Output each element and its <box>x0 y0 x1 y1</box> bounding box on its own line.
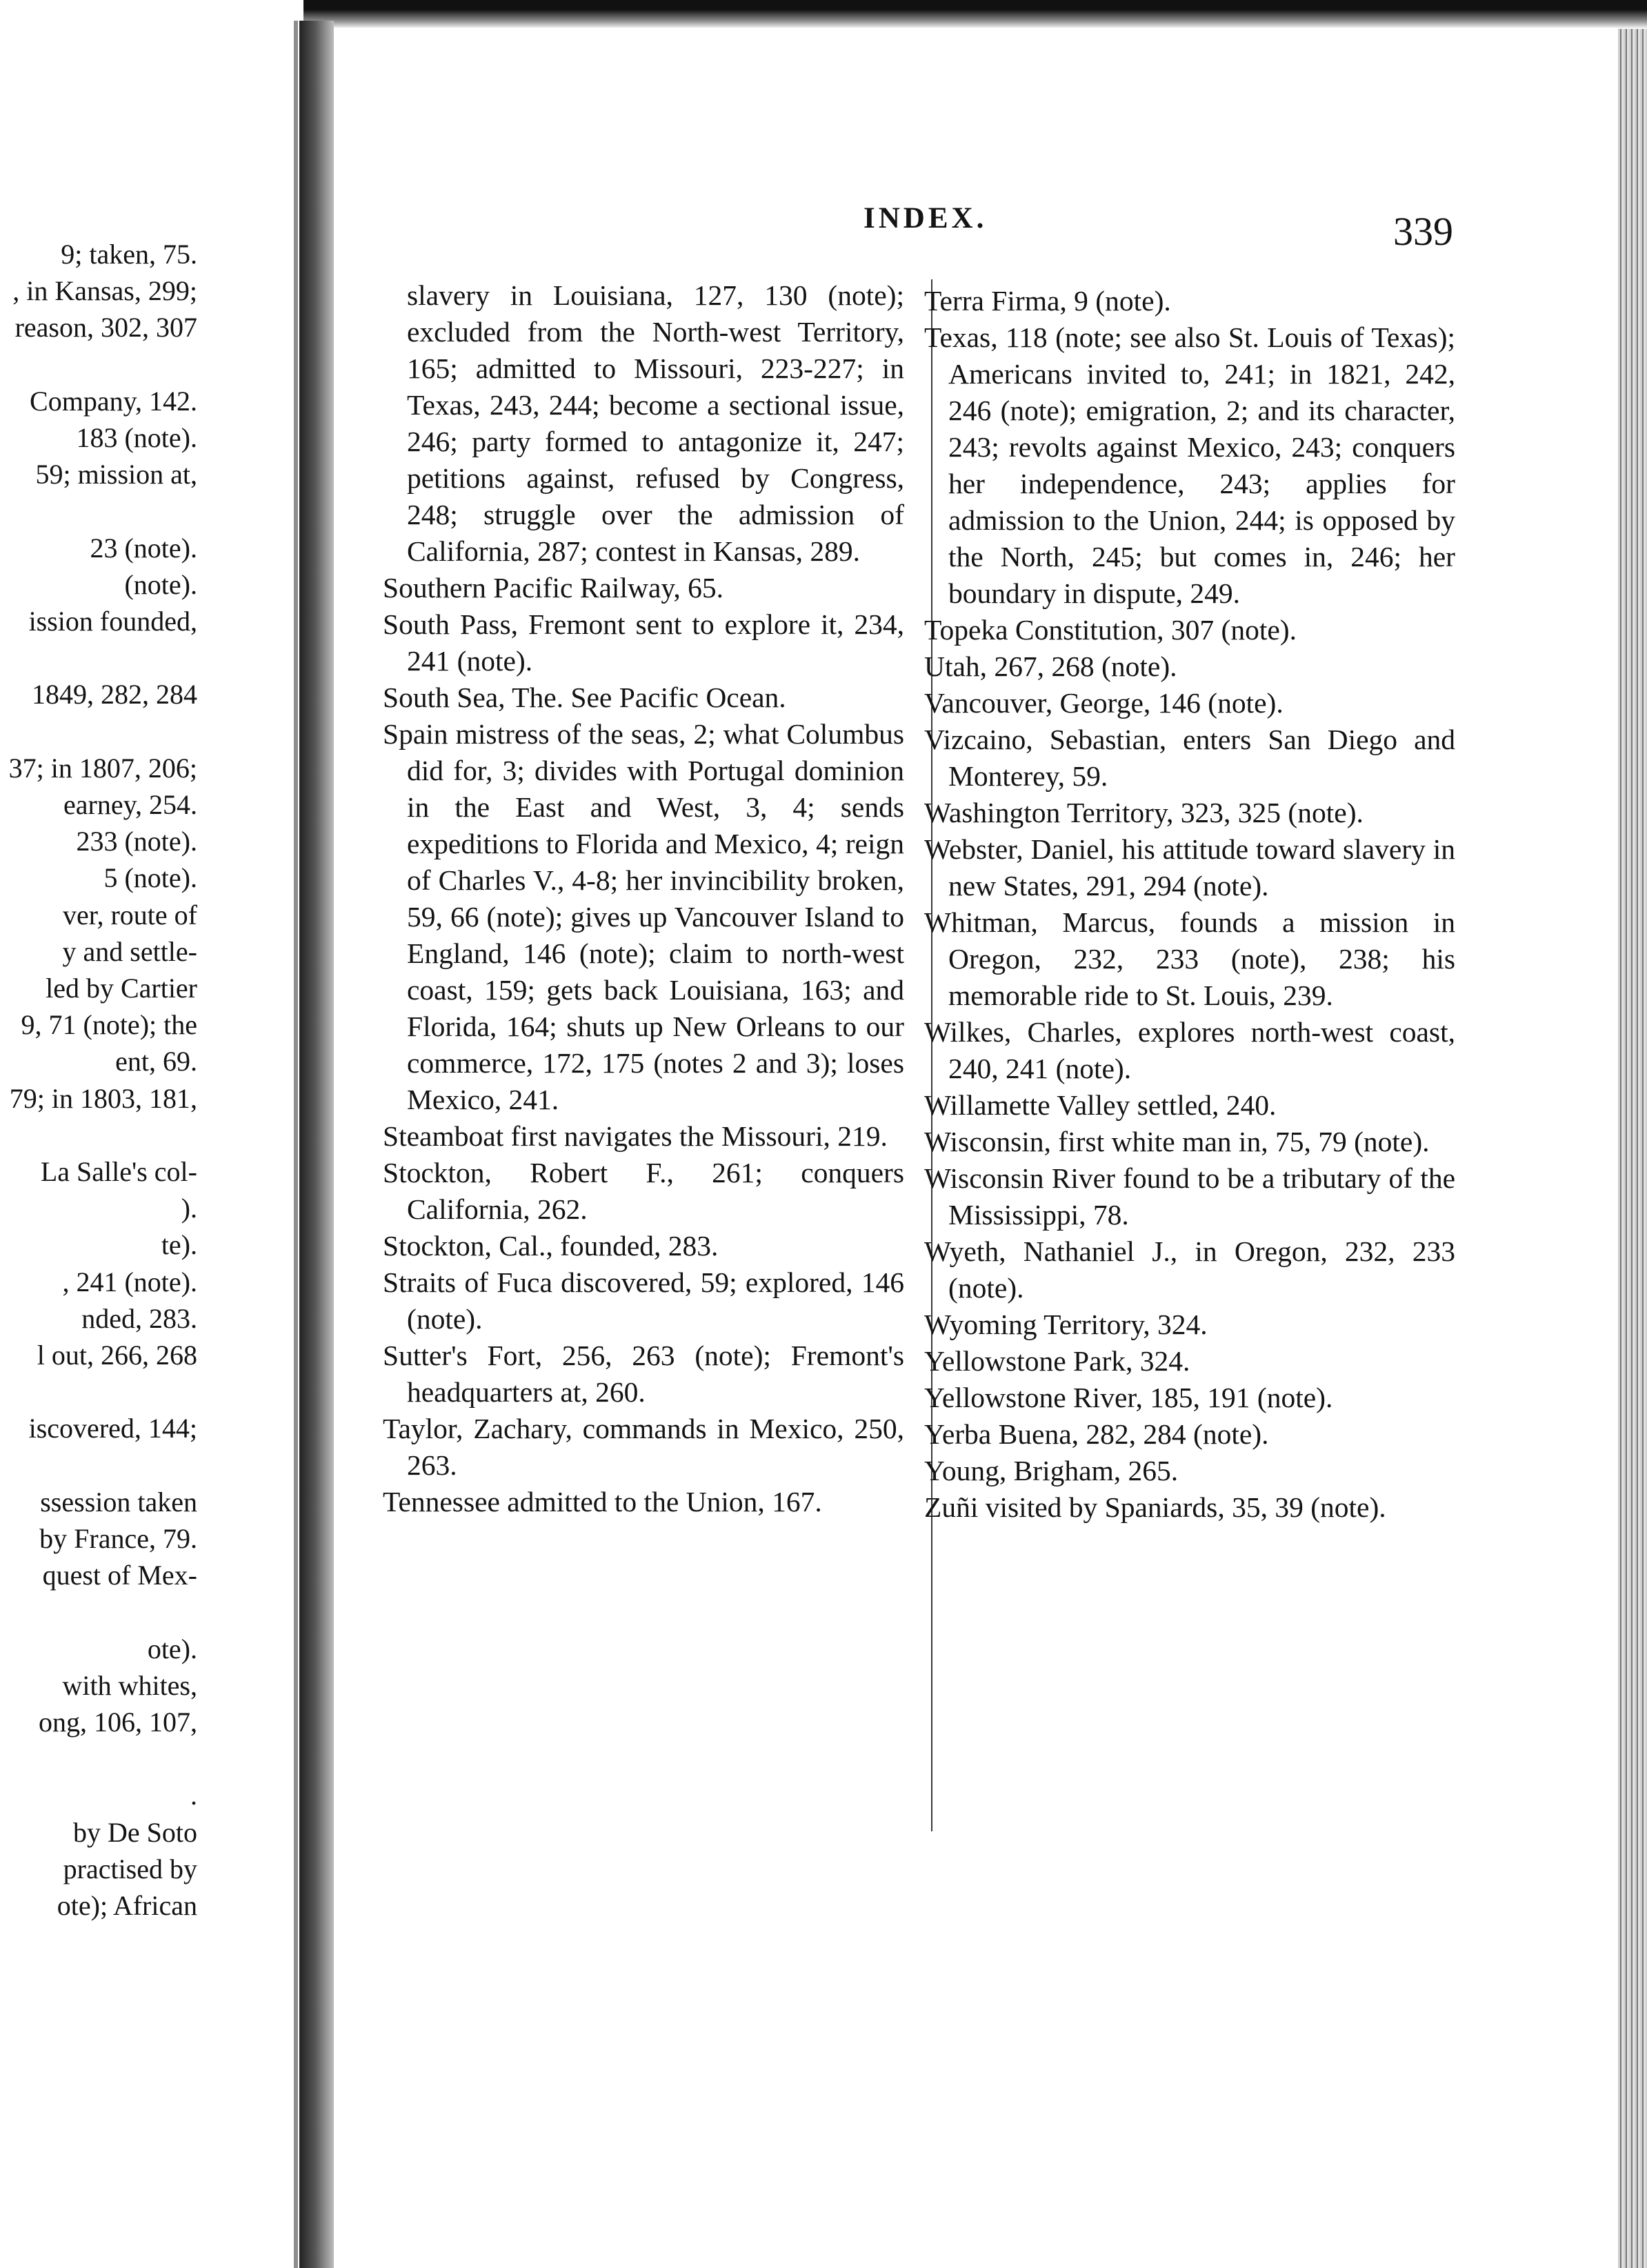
index-entry: South Pass, Fremont sent to explore it, 234, 241 (note). <box>383 608 904 677</box>
index-entry: Wyeth, Nathaniel J., in Oregon, 232, 233 (note). <box>924 1235 1455 1304</box>
left-page-text-line: ver, route of <box>63 899 197 931</box>
index-entry: Stockton, Robert F., 261; conquers California, 262. <box>383 1157 904 1225</box>
index-entry: South Sea, The. See Pacific Ocean. <box>383 682 786 713</box>
index-entry: Terra Firma, 9 (note). <box>924 285 1171 317</box>
left-page-text-line: y and settle- <box>62 935 197 967</box>
left-page-text-line: quest of Mex- <box>42 1560 197 1591</box>
left-page-text-line: with whites, <box>62 1669 197 1701</box>
page-number: 339 <box>1393 209 1453 254</box>
left-page-text-line: ). <box>181 1193 197 1224</box>
book-top-edge <box>303 0 1647 29</box>
index-entry: Yellowstone River, 185, 191 (note). <box>924 1382 1333 1413</box>
index-entry: Vancouver, George, 146 (note). <box>924 687 1284 719</box>
index-entry: Steamboat first navigates the Missouri, 219. <box>383 1120 888 1152</box>
left-page-text-line: 59; mission at, <box>35 459 197 490</box>
index-entry-continuation: slavery in Louisiana, 127, 130 (note); excluded from the North-west Territory, 165; admitted to Missouri, 223-227; in Texas, 243, 244; become a sectional issue, 246; party formed to antagonize it, 247; petitions against, refused by Congress, 248; struggle over the admission of California, 287; contest in Kansas, 289. <box>407 279 904 567</box>
left-page-text-line: ong, 106, 107, <box>39 1707 197 1738</box>
left-page-text-line: 23 (note). <box>90 532 197 564</box>
left-page-text-line: reason, 302, 307 <box>14 312 197 344</box>
left-page-text-line: ote). <box>147 1633 197 1664</box>
index-entry: Webster, Daniel, his attitude toward slavery in new States, 291, 294 (note). <box>924 833 1455 902</box>
left-page-text-line: Company, 142. <box>30 385 197 417</box>
left-page-text-line: by France, 79. <box>39 1523 197 1554</box>
index-entry: Wisconsin River found to be a tributary of the Mississippi, 78. <box>924 1162 1455 1231</box>
left-page-text-line: ent, 69. <box>115 1046 197 1077</box>
left-page-text-line: 1849, 282, 284 <box>32 679 197 710</box>
left-page-text-line: , 241 (note). <box>62 1266 197 1297</box>
index-entry: Southern Pacific Railway, 65. <box>383 572 724 604</box>
index-entry: Texas, 118 (note; see also St. Louis of Texas); Americans invited to, 241; in 1821, 242, 246 (note); emigration, 2; and its character, 243; revolts against Mexico, 243; conquers her independence, 243; applies for admission to the Union, 244; is opposed by the North, 245; but comes in, 246; her boundary in dispute, 249. <box>924 321 1455 609</box>
left-page-text-line: . <box>190 1780 197 1811</box>
left-page-text-line: iscovered, 144; <box>28 1413 197 1444</box>
index-entry: Young, Brigham, 265. <box>924 1455 1179 1486</box>
left-page-text-line: by De Soto <box>73 1816 197 1848</box>
index-entry: Taylor, Zachary, commands in Mexico, 250, 263. <box>383 1413 904 1481</box>
index-entry: Zuñi visited by Spaniards, 35, 39 (note). <box>924 1491 1386 1523</box>
index-entry: Stockton, Cal., founded, 283. <box>383 1230 719 1262</box>
index-entry: Yerba Buena, 282, 284 (note). <box>924 1418 1269 1450</box>
left-page-text-line: 37; in 1807, 206; <box>8 752 197 784</box>
index-entry: Topeka Constitution, 307 (note). <box>924 614 1297 646</box>
index-column-left <box>383 277 904 1520</box>
index-entry: Vizcaino, Sebastian, enters San Diego and Monterey, 59. <box>924 724 1455 792</box>
page-title: INDEX. <box>864 202 988 235</box>
left-page-text-line: ssession taken <box>40 1486 197 1518</box>
index-entry: Straits of Fuca discovered, 59; explored, 146 (note). <box>383 1266 904 1335</box>
index-entry: Yellowstone Park, 324. <box>924 1345 1190 1377</box>
index-entry: Utah, 267, 268 (note). <box>924 650 1177 682</box>
index-column-right <box>924 283 1455 1526</box>
left-page-text-line: led by Cartier <box>46 973 197 1004</box>
left-page-text-line: nded, 283. <box>81 1302 197 1334</box>
left-page-text-line: ission founded, <box>28 606 197 637</box>
left-page-text-line: 233 (note). <box>76 826 197 857</box>
index-entry: Spain mistress of the seas, 2; what Columbus did for, 3; divides with Portugal dominion in the East and West, 3, 4; sends expeditions to Florida and Mexico, 4; reign of Charles V., 4-8; her invincibility broken, 59, 66 (note); gives up Vancouver Island to England, 146 (note); claim to north-west coast, 159; gets back Louisiana, 163; and Florida, 164; shuts up New Orleans to our commerce, 172, 175 (notes 2 and 3); loses Mexico, 241. <box>383 718 904 1115</box>
index-entry: Wyoming Territory, 324. <box>924 1309 1208 1340</box>
left-page-text-line: te). <box>161 1229 197 1261</box>
left-page-text-line: 5 (note). <box>103 862 197 894</box>
index-entry: Sutter's Fort, 256, 263 (note); Fremont's headquarters at, 260. <box>383 1340 904 1408</box>
left-page <box>0 21 298 2268</box>
index-entry: Washington Territory, 323, 325 (note). <box>924 797 1364 828</box>
left-page-text-line: (note). <box>124 568 197 600</box>
left-page-text-line: ote); African <box>57 1890 197 1921</box>
left-page-text-line: practised by <box>63 1853 197 1884</box>
index-entry: Willamette Valley settled, 240. <box>924 1089 1277 1121</box>
left-page-text-line: , in Kansas, 299; <box>12 275 197 307</box>
left-page-text-line: 9; taken, 75. <box>61 239 197 270</box>
index-entry: Wilkes, Charles, explores north-west coast, 240, 241 (note). <box>924 1016 1455 1084</box>
left-page-text-line: l out, 266, 268 <box>37 1340 197 1371</box>
left-page-text-line: 9, 71 (note); the <box>21 1009 197 1041</box>
left-page-text-line: earney, 254. <box>63 789 197 820</box>
page-stack-edge <box>1618 29 1647 2268</box>
index-entry: Wisconsin, first white man in, 75, 79 (note). <box>924 1126 1430 1157</box>
left-page-text-line: 183 (note). <box>76 422 197 453</box>
left-page-text-line: 79; in 1803, 181, <box>9 1082 197 1114</box>
index-entry: Whitman, Marcus, founds a mission in Oregon, 232, 233 (note), 238; his memorable ride to St. Louis, 239. <box>924 906 1455 1011</box>
book-gutter <box>299 21 334 2268</box>
index-entry: Tennessee admitted to the Union, 167. <box>383 1486 822 1518</box>
left-page-text-line: La Salle's col- <box>40 1156 197 1187</box>
